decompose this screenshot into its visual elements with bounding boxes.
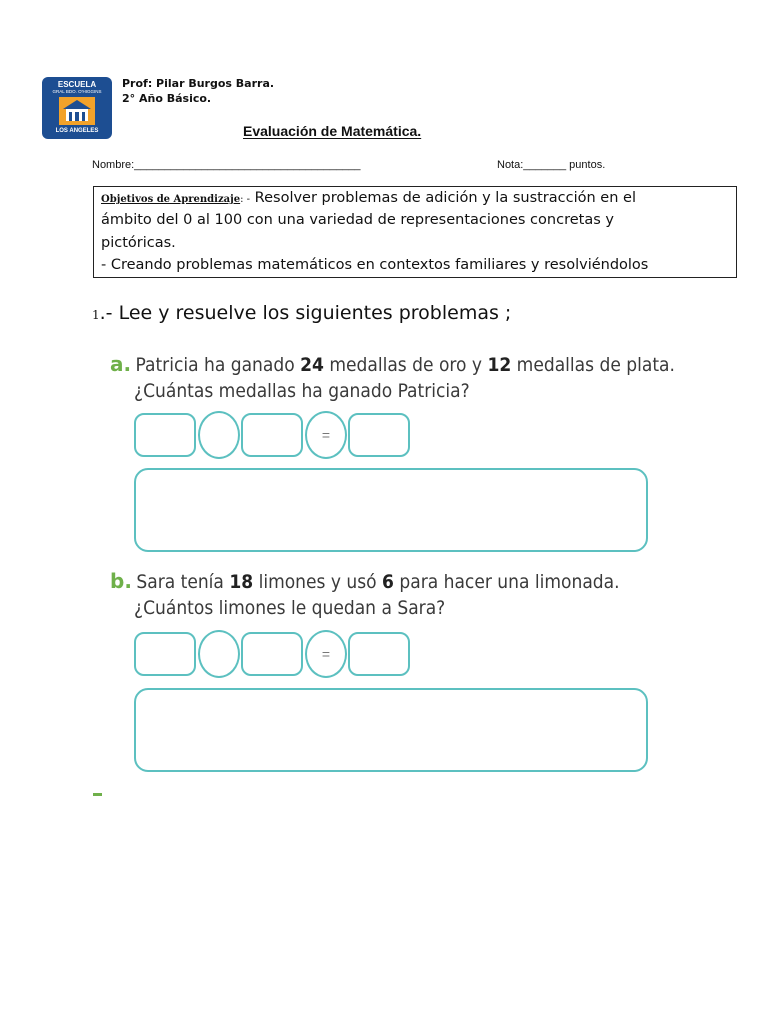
logo-bottom-text: LOS ANGELES xyxy=(55,128,99,134)
problem-a-operator-circle[interactable] xyxy=(198,411,240,459)
problem-a-line-1 xyxy=(110,352,675,378)
objectives-label-suffix: : - xyxy=(240,194,251,205)
problem-a-operand-1-box[interactable] xyxy=(134,413,196,457)
equals-sign: = xyxy=(321,427,331,443)
problem-b-answer-box[interactable] xyxy=(134,688,648,772)
problem-b-number-1: 18 xyxy=(229,571,254,593)
score-field[interactable]: Nota:_______ puntos. xyxy=(497,159,606,171)
problem-a-equals-circle xyxy=(305,411,347,459)
logo-top-text: ESCUELA xyxy=(57,80,97,89)
objectives-text-1: Resolver problemas de adición y la sustracción en el xyxy=(254,190,636,206)
section-heading xyxy=(92,302,511,324)
problem-b-question: ¿Cuántos limones le quedan a Sara? xyxy=(134,597,446,619)
problem-a-result-box[interactable] xyxy=(348,413,410,457)
problem-b-equals-circle xyxy=(305,630,347,678)
objectives-line-1 xyxy=(101,188,636,210)
logo-sub-text: GRAL BDO. O'HIGGINS xyxy=(52,89,102,94)
problem-a-operand-2-box[interactable] xyxy=(241,413,303,457)
objectives-label: Objetivos de Aprendizaje xyxy=(101,194,241,205)
page-title: Evaluación de Matemática. xyxy=(243,123,422,139)
name-field[interactable]: Nombre:_____________________________________ xyxy=(92,159,361,171)
section-number: 1 xyxy=(92,308,100,322)
objectives-text-2: ámbito del 0 al 100 con una variedad de representaciones concretas y xyxy=(101,212,614,228)
problem-b-letter: b. xyxy=(110,569,132,593)
problem-b-operand-1-box[interactable] xyxy=(134,632,196,676)
problem-a-text: Patricia ha ganado 24 medallas de oro y 12 medallas de plata. xyxy=(135,354,675,376)
section-heading-text: .- Lee y resuelve los siguientes problemas ; xyxy=(99,302,512,324)
school-building-icon xyxy=(59,97,95,125)
problem-b-result-box[interactable] xyxy=(348,632,410,676)
problem-b-text: Sara tenía 18 limones y usó 6 para hacer una limonada. xyxy=(136,571,620,593)
problem-a-question: ¿Cuántas medallas ha ganado Patricia? xyxy=(134,380,470,402)
problem-b-number-2: 6 xyxy=(382,571,394,593)
teacher-name: Prof: Pilar Burgos Barra. xyxy=(122,77,275,90)
problem-b-line-1 xyxy=(110,569,620,595)
problem-a-number-2: 12 xyxy=(487,354,512,376)
problem-a-number-1: 24 xyxy=(300,354,324,376)
school-logo xyxy=(42,77,112,139)
problem-b-operand-2-box[interactable] xyxy=(241,632,303,676)
equals-sign: = xyxy=(321,646,331,662)
problem-a-letter: a. xyxy=(110,352,132,376)
problem-a-answer-box[interactable] xyxy=(134,468,648,552)
green-mark-decoration xyxy=(93,793,102,796)
learning-objectives-box xyxy=(93,186,737,278)
objectives-text-4: - Creando problemas matemáticos en contextos familiares y resolviéndolos xyxy=(101,257,649,273)
grade-level: 2° Año Básico. xyxy=(122,92,212,105)
problem-b-operator-circle[interactable] xyxy=(198,630,240,678)
objectives-text-3: pictóricas. xyxy=(101,235,176,251)
